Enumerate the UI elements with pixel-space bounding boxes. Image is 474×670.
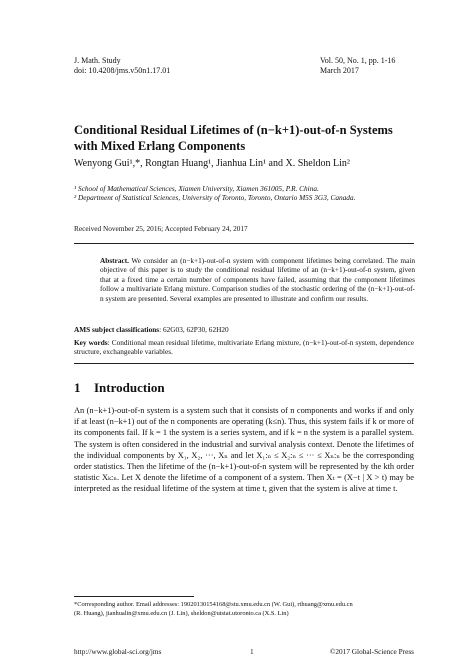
volume-info: Vol. 50, No. 1, pp. 1-16 [320,56,396,65]
journal-url[interactable]: http://www.global-sci.org/jms [74,647,162,656]
keywords-label: Key words [74,338,108,347]
received-dates: Received November 25, 2016; Accepted February 24, 2017 [74,224,248,233]
volume-header [320,56,395,76]
abstract-text: We consider an (n−k+1)-out-of-n system with component lifetimes being correlated. The main objective of this paper is to study the conditional residual lifetime of an (n−k+1)-out-of-n system, given that at a fixed time a certain number of components have failed, assuming that the component lifetimes follow a multivariate Erlang mixture. Comparison studies of the stochastic ordering of the (n−k+1)-out-of-n system are presented. Several examples are presented to illustrate and confirm our results. [100,256,415,303]
ams-codes: : 62G03, 62P30, 62H20 [159,325,229,334]
abstract-label: Abstract. [100,256,129,265]
footnote-line-2: (R. Huang), jianhualin@xmu.edu.cn (J. Lin), sheldon@utstat.utoronto.ca (X.S. Lin) [74,609,289,617]
journal-header [74,56,170,76]
issue-date: March 2017 [320,66,359,75]
paper-title: Conditional Residual Lifetimes of (n−k+1)-out-of-n Systems with Mixed Erlang Components [74,123,393,153]
footnote-line-1: *Corresponding author. Email addresses: 19020130154168@stu.xmu.edu.cn (W. Gui), rthuang@xmu.edu.cn [74,601,353,608]
affiliation-1: ¹ School of Mathematical Sciences, Xiamen University, Xiamen 361005, P.R. China. [74,184,319,193]
journal-name: J. Math. Study [74,56,121,65]
affiliations [74,184,414,203]
keywords-text: : Conditional mean residual lifetime, multivariate Erlang mixture, (n−k+1)-out-of-n system, dependence structure, exchangeable variables. [74,338,414,357]
keywords [74,338,414,357]
ams-classification [74,325,414,334]
doi: doi: 10.4208/jms.v50n1.17.01 [74,66,171,75]
section-number: 1 [74,380,81,395]
page-number: 1 [250,647,254,656]
copyright: ©2017 Global-Science Press [329,647,414,656]
section-heading [74,380,165,396]
divider-top [74,243,414,244]
section-title: Introduction [94,380,165,395]
intro-paragraph: An (n−k+1)-out-of-n system is a system such that it consists of n components and works if and only if at least (n−k+1) out of the n components are operating (k≤n). Thus, this system fails if k or more of its components fail. If k = 1 the system is a series system, and if k = n the system is a parallel system. The system is often considered in the industrial and survival analysis context. Denote the lifetimes of the individual components by X₁, X₂, ···, Xₙ and let X₁:ₙ ≤ X₂:ₙ ≤ ··· ≤ Xₙ:ₙ be the corresponding order statistics. Then the lifetime of the (n−k+1)-out-of-n system will be represented by the kth order statistic Xₖ:ₙ. Let X denote the lifetime of a component of a system. Then Xₜ = (X−t | X > t) may be interpreted as the residual lifetime of the system at time t, given that the system is alive at time t. [74,406,414,494]
divider-bottom [74,363,414,364]
abstract [100,256,415,303]
affiliation-2: ² Department of Statistical Sciences, University of Toronto, Toronto, Ontario M5S 3G3, Canada. [74,193,356,203]
ams-label: AMS subject classifications [74,325,160,334]
footnote [74,601,414,618]
authors: Wenyong Gui¹,*, Rongtan Huang¹, Jianhua Lin¹ and X. Sheldon Lin² [74,158,350,169]
footnote-rule [74,596,194,597]
